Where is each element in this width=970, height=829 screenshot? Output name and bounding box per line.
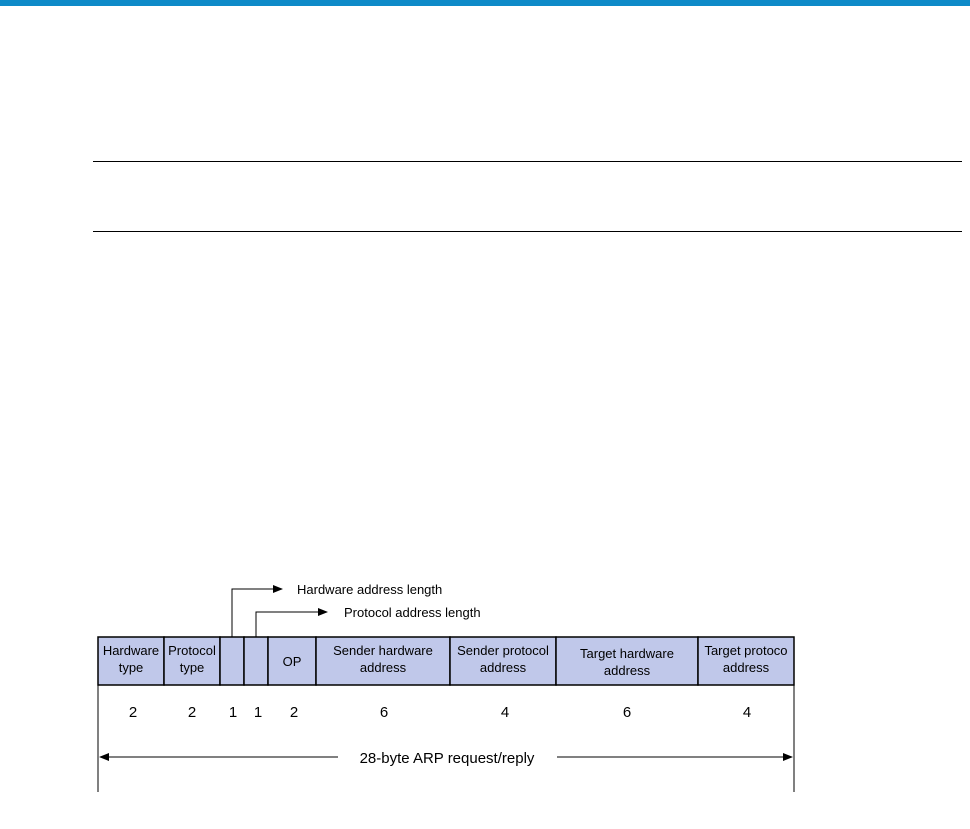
hardware-address-length-arrow <box>232 589 282 637</box>
field-label-target-hardware-line2: address <box>603 663 651 678</box>
field-size-sender-hardware-address: 6 <box>379 704 389 721</box>
field-label-hardware-type-line2: type <box>118 660 144 675</box>
field-size-op: 2 <box>289 704 299 721</box>
field-size-hardware-address-length: 1 <box>228 704 238 721</box>
field-label-target-protocol-line2: address <box>722 660 770 675</box>
hardware-address-length-label: Hardware address length <box>297 582 443 597</box>
field-size-protocol-address-length: 1 <box>253 704 263 721</box>
total-length-label: 28-byte ARP request/reply <box>359 750 535 767</box>
field-size-hardware-type: 2 <box>128 704 138 721</box>
field-size-target-protocol-address: 4 <box>742 704 752 721</box>
field-label-protocol-type-line1: Protocol <box>168 643 216 658</box>
field-box-protocol-address-length <box>244 637 268 685</box>
field-label-target-hardware-line1: Target hardware <box>580 646 674 661</box>
field-label-hardware-type-line1: Hardware <box>102 643 160 658</box>
field-label-op: OP <box>282 654 302 669</box>
field-label-protocol-type-line2: type <box>179 660 205 675</box>
field-label-sender-protocol-line2: address <box>479 660 527 675</box>
field-label-target-protocol-line1: Target protoco <box>704 643 788 658</box>
protocol-address-length-arrow <box>256 612 327 637</box>
field-size-protocol-type: 2 <box>187 704 197 721</box>
protocol-address-length-label: Protocol address length <box>344 605 481 620</box>
field-label-sender-protocol-line1: Sender protocol <box>457 643 549 658</box>
field-label-sender-hardware-line2: address <box>359 660 407 675</box>
field-box-hardware-address-length <box>220 637 244 685</box>
field-label-sender-hardware-line1: Sender hardware <box>333 643 433 658</box>
field-size-target-hardware-address: 6 <box>622 704 632 721</box>
field-size-sender-protocol-address: 4 <box>500 704 510 721</box>
